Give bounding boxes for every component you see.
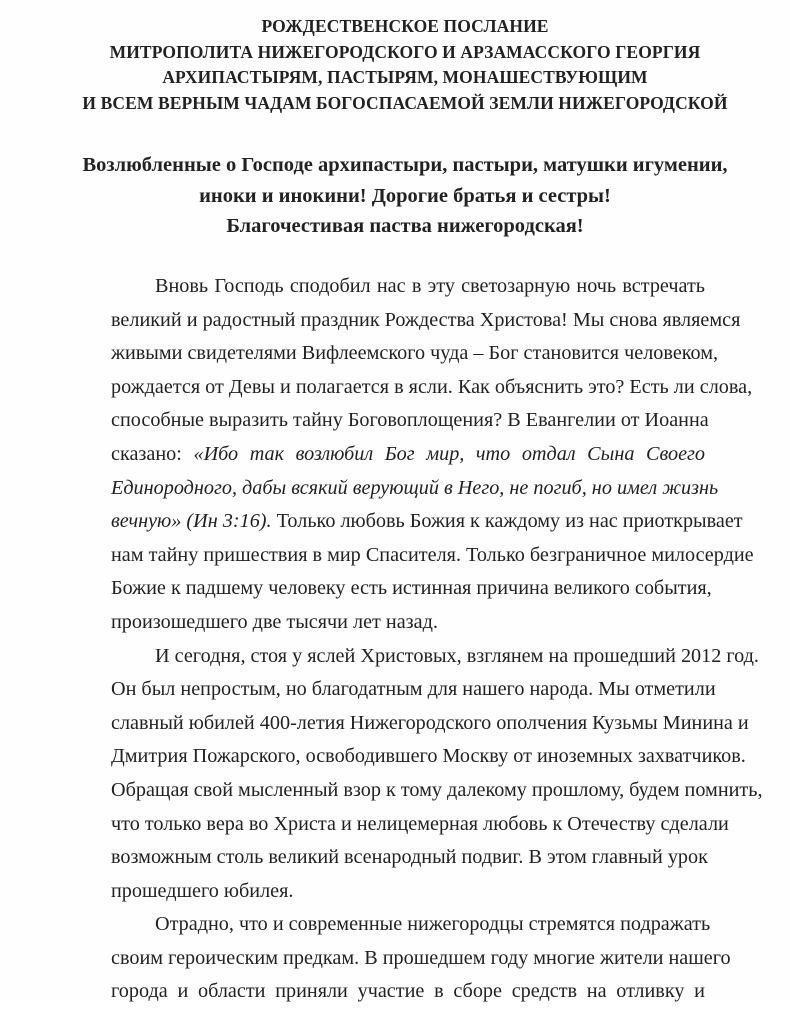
text-line: возможным столь великий всенародный подвиг. В этом главный урок [111,846,708,869]
greeting-line: Возлюбленные о Господе архипастыри, пастыри, матушки игумении, [82,154,728,176]
title-line: И ВСЕМ ВЕРНЫМ ЧАДАМ БОГОСПАСАЕМОЙ ЗЕМЛИ НИЖЕГОРОДСКОЙ [82,92,728,113]
text-line: города и области приняли участие в сборе средств на отливку и [111,980,705,1003]
greeting-line: Благочестивая паства нижегородская! [226,215,584,237]
text-line: И сегодня, стоя у яслей Христовых, взглянем на прошедший 2012 год. [155,644,759,667]
body-text [111,270,763,1009]
text-line [111,438,705,472]
text-line [111,505,743,539]
text-line: прошедшего юбилея. [111,879,294,902]
text-line: своим героическим предкам. В прошедшем году многие жители нашего [111,946,731,969]
title-line: МИТРОПОЛИТА НИЖЕГОРОДСКОГО И АРЗАМАССКОГО ГЕОРГИЯ [109,41,701,62]
text-segment: Только любовь Божия к каждому из нас приоткрывает [276,510,743,533]
text-line: способные выразить тайну Боговоплощения? В Евангелии от Иоанна [111,409,709,432]
text-line: великий и радостный праздник Рождества Христова! Мы снова являемся [111,308,741,331]
text-segment: сказано: [111,442,182,465]
text-line: нам тайну пришествия в мир Спасителя. Только безграничное милосердие [111,543,754,566]
text-line [111,472,719,506]
scripture-quote: вечную» (Ин 3:16). [111,510,272,533]
title-line: АРХИПАСТЫРЯМ, ПАСТЫРЯМ, МОНАШЕСТВУЮЩИМ [162,67,648,87]
text-line: рождается от Девы и полагается в ясли. Как объяснить это? Есть ли слова, [111,375,753,398]
scripture-quote: Единородного, дабы всякий верующий в Него, не погиб, но имел жизнь [111,476,719,499]
document-title [80,14,730,116]
scripture-quote: «Ибо так возлюбил Бог мир, что отдал Сына Своего [193,442,706,465]
text-line: Вновь Господь сподобил нас в эту светозарную ночь встречать [155,275,705,297]
text-line: Божие к падшему человеку есть истинная причина великого события, [111,577,712,600]
text-line: славный юбилей 400-летия Нижегородского ополчения Кузьмы Минина и [111,711,749,734]
title-line: РОЖДЕСТВЕНСКОЕ ПОСЛАНИЕ [261,16,549,36]
text-line: произошедшего две тысячи лет назад. [111,610,438,633]
greeting-line: иноки и инокини! Дорогие братья и сестры! [199,184,611,207]
text-line: Он был непростым, но благодатным для нашего народа. Мы отметили [111,678,716,701]
text-line: Отрадно, что и современные нижегородцы стремятся подражать [155,913,711,936]
greeting [80,150,730,242]
text-line: Обращая свой мысленный взор к тому далекому прошлому, будем помнить, [111,778,763,801]
text-line: живыми свидетелями Вифлеемского чуда – Бог становится человеком, [111,342,719,365]
text-line: Дмитрия Пожарского, освободившего Москву от иноземных захватчиков. [111,745,746,768]
text-line: что только вера во Христа и нелицемерная любовь к Отечеству сделали [111,812,729,835]
